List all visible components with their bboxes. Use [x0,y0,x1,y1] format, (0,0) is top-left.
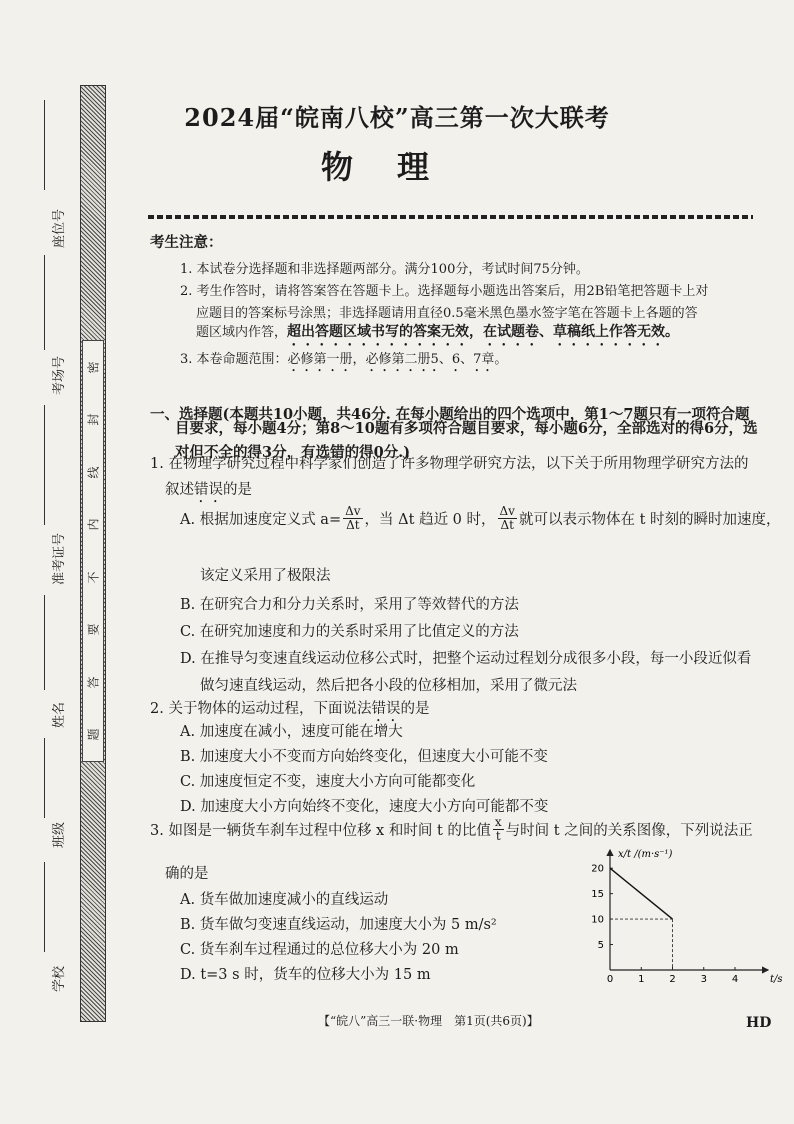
q3-stem-line-2: 确的是 [165,866,209,882]
q1-option-d-line-2: 做匀速直线运动，然后把各小段的位移相加，采用了微元法 [200,678,577,694]
paper-code: HD [746,1015,772,1031]
seal-char: 要 [86,623,101,636]
x-tick-label: 3 [700,974,707,985]
q1-a-pre: A. 根据加速度定义式 a= [180,512,342,529]
section-heading-line-2: 目要求，每小题4分；第8～10题有多项符合题目要求，每小题6分，全部选对的得6分，选 [175,420,758,437]
y-tick-label: 5 [597,940,604,952]
q1-fraction-2 [498,505,517,532]
seal-char: 不 [86,571,101,584]
subject-title: 物理 [320,148,473,186]
y-tick-label: 15 [591,889,604,901]
notice-item-2c-emphasis: 超出答题区域书写的答案无效，在试题卷、草稿纸上作答无效。 [287,324,680,340]
q1-option-b: B. 在研究合力和分力关系时，采用了等效替代的方法 [180,597,519,613]
notice-heading: 考生注意： [150,234,223,251]
q1-fraction-1 [343,505,362,532]
q1-option-a-line-1 [180,505,781,532]
q1-stem-line-1: 1. 在物理学研究过程中科学家们创造了许多物理学研究方法，以下关于所用物理学研究方法的 [150,456,749,472]
notice-item-3-text: 3. 本卷命题范围： [180,352,288,367]
frac-num: Δv [499,504,515,518]
q3-stem-pre: 3. 如图是一辆货车刹车过程中位移 x 和时间 t 的比值 [150,823,491,840]
section-heading-line-1: 一、选择题(本题共10小题，共46分. 在每小题给出的四个选项中，第1～7题只有一项符合题 [150,406,750,423]
class-label: 班级 [52,821,67,848]
q2-option-b: B. 加速度大小不变而方向始终变化，但速度大小可能不变 [180,749,548,765]
x-tick-label: 2 [669,974,676,985]
q3-xt-graph [580,845,783,995]
seat-label: 座位号 [52,208,67,248]
notice-item-2c-text: 题区域内作答， [196,325,288,340]
q1-option-a-line-2: 该定义采用了极限法 [200,568,331,584]
school-line [44,862,45,952]
seal-char: 内 [86,518,101,531]
q3-option-c: C. 货车刹车过程通过的总位移大小为 20 m [180,942,459,958]
q2-stem-post: 的是 [400,701,430,717]
notice-item-3-emphasis: 必修第一册，必修第二册5、6、7章。 [287,352,508,367]
x-tick-label: 4 [731,974,739,985]
y-axis-label: x/t /(m·s⁻¹) [618,849,673,860]
notice-item-2b: 应题目的答案标号涂黑；非选择题请用直径0.5毫米黑色墨水签字笔在答题卡上各题的答 [196,306,698,321]
page-footer: 【“皖八”高三一联·物理 第1页(共6页)】 [318,1014,539,1028]
notice-item-3 [180,348,507,375]
series-line [610,868,673,919]
frac-den: Δt [346,518,360,533]
q2-option-a: A. 加速度在减小，速度可能在增大 [180,724,403,740]
q3-option-a: A. 货车做加速度减小的直线运动 [180,892,389,908]
y-tick-label: 20 [591,863,604,875]
admission-label: 准考证号 [52,532,67,585]
q3-stem-line-1 [150,816,753,843]
header-rule [148,215,753,219]
q3-fraction [493,816,504,843]
x-tick-label: 0 [606,974,614,985]
q2-option-c: C. 加速度恒定不变，速度大小方向可能都变化 [180,774,476,790]
seal-char: 密 [86,361,101,374]
seal-char: 封 [86,413,101,426]
q1-stem-line-2 [165,478,252,506]
x-tick-label: 1 [638,974,645,985]
q3-option-d: D. t=3 s 时，货车的位移大小为 15 m [180,967,431,983]
exam-room-label: 考场号 [52,355,67,395]
frac-den: t [495,829,501,844]
q1-stem-post: 的是 [223,482,252,498]
q1-a-post: 就可以表示物体在 t 时刻的瞬时加速度， [518,512,781,529]
exam-room-line [44,255,45,350]
q1-stem-emphasis: 错误 [194,482,223,498]
frac-num: x [494,815,502,829]
frac-num: Δv [345,504,361,518]
q2-option-d: D. 加速度大小方向始终不变化，速度大小方向可能都不变 [180,799,549,815]
name-label: 姓名 [52,701,67,728]
q3-option-b: B. 货车做匀变速直线运动，加速度大小为 5 m/s² [180,917,497,933]
notice-item-2a: 2. 考生作答时，请将答案答在答题卡上。选择题每小题选出答案后，用2B铅笔把答题卡上对 [180,284,709,299]
seal-strip [82,340,104,762]
y-tick-label: 10 [591,914,604,926]
q2-stem-emphasis: 错误 [371,701,401,717]
name-line [44,595,45,690]
q1-option-d-line-1: D. 在推导匀变速直线运动位移公式时，把整个运动过程划分成很多小段，每一小段近似看 [180,651,752,667]
notice-item-1: 1. 本试卷分选择题和非选择题两部分。满分100分，考试时间75分钟。 [180,262,589,277]
q1-stem-pre: 叙述 [165,482,194,498]
q2-stem-pre: 2. 关于物体的运动过程，下面说法 [150,701,372,717]
section-heading-line-3: 对但不全的得3分，有选错的得0分.) [175,444,411,461]
q3-stem-post: 与时间 t 之间的关系图像，下列说法正 [505,823,753,840]
seal-char: 线 [86,466,101,479]
notice-item-2c [196,321,679,349]
seal-char: 答 [86,676,101,689]
q1-option-c: C. 在研究加速度和力的关系时采用了比值定义的方法 [180,624,519,640]
school-label: 学校 [52,965,67,992]
exam-title: 2024届“皖南八校”高三第一次大联考 [184,103,610,132]
x-axis-label: t/s [770,974,783,985]
admission-line [44,405,45,525]
seal-char: 题 [86,728,101,741]
q1-a-mid: ，当 Δt 趋近 0 时， [364,512,496,529]
frac-den: Δt [500,518,514,533]
class-line [44,738,45,818]
